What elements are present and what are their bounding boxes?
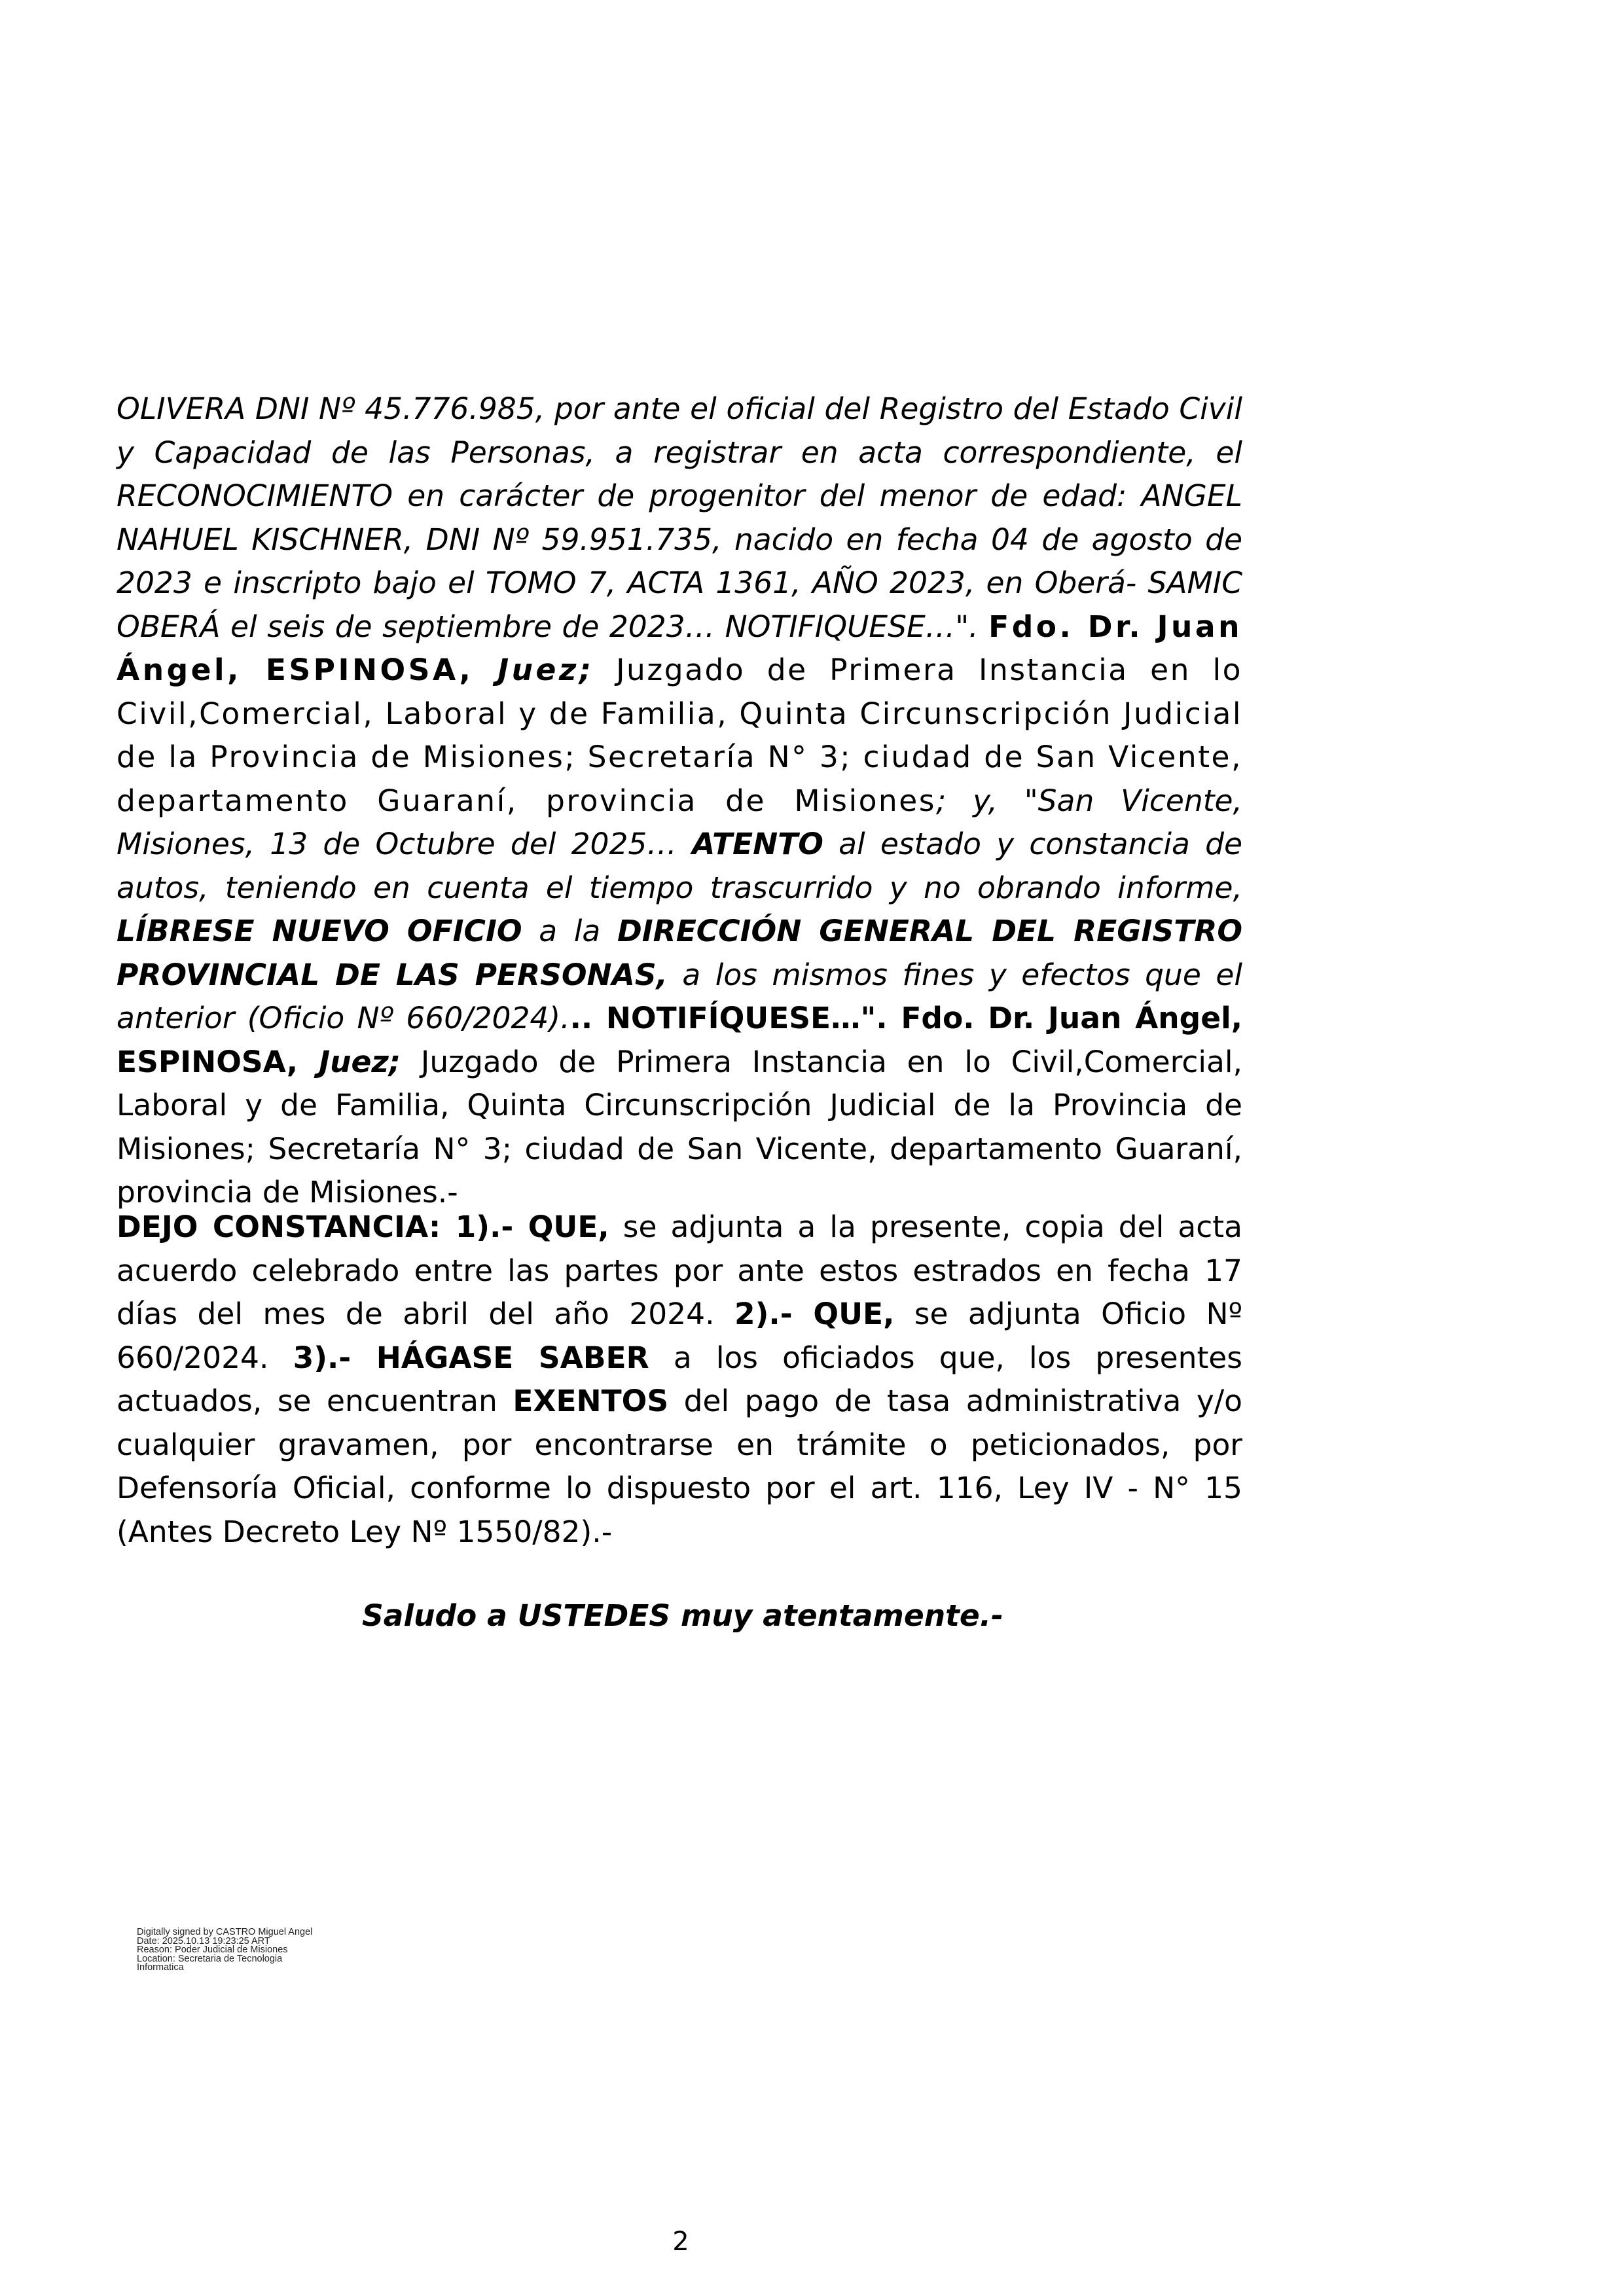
text-run: al estado y constancia de autos, teniendo en cuenta el tiempo trascurrido y no obrando informe,: [117, 827, 1242, 905]
text-run: Juzgado de Primera Instancia en lo Civil,Comercial, Laboral y de Familia, Quinta Circunscripción Judicial de la Provincia de Misiones; Secretaría N° 3; ciudad de San Vicente, departamento Guaraní, provincia de Misiones: [117, 653, 1242, 818]
signature-line: Informatica: [137, 1962, 184, 1973]
body-paragraph-1: [117, 387, 1242, 1215]
text-run: se adjunta a la presente, copia del acta acuerdo celebrado entre las partes por ante estos estrados en fecha 17 días del mes de abril del año 2024.: [117, 1210, 1243, 1331]
text-run: 3).- HÁGASE SABER: [293, 1340, 649, 1375]
digital-signature-stamp: [137, 1928, 312, 1973]
text-run: del pago de tasa administrativa y/o cualquier gravamen, por encontrarse en trámite o peticionados, por Defensoría Oficial, conforme lo dispuesto por el art. 116, Ley IV - N° 15 (Antes Decreto Ley Nº 1550/82).-: [117, 1384, 1242, 1549]
text-run: ; y, "San Vicente, Misiones, 13 de Octubre del 2025…: [117, 783, 1242, 861]
text-run: DEJO CONSTANCIA: 1).- QUE,: [117, 1210, 609, 1244]
signature-line: Location: Secretaria de Tecnologia: [137, 1953, 283, 1964]
signature-line: Date: 2025.10.13 19:23:25 ART: [137, 1935, 270, 1946]
signature-line: Reason: Poder Judicial de Misiones: [137, 1945, 288, 1955]
text-run: DIRECCIÓN GENERAL DEL REGISTRO PROVINCIAL DE LAS PERSONAS,: [117, 914, 1242, 992]
text-run: a la: [522, 914, 617, 948]
text-run: LÍBRESE NUEVO OFICIO: [117, 914, 522, 948]
text-run: .. NOTIFÍQUESE…". Fdo. Dr. Juan Ángel, ESPINOSA,: [117, 1001, 1242, 1079]
text-run: Juez;: [319, 1044, 401, 1079]
text-run: OLIVERA DNI Nº 45.776.985, por ante el oficial del Registro del Estado Civil y Capacidad de las Personas, a registrar en acta correspondiente, el RECONOCIMIENTO en carácter de progenitor del menor de edad: ANGEL NAHUEL KISCHNER, DNI Nº 59.951.735, nacido en fecha 04 de agosto de 2023 e inscripto bajo el TOMO 7, ACTA 1361, AÑO 2023, en Oberá- SAMIC OBERÁ el seis de septiembre de 2023… NOTIFIQUESE…".: [117, 391, 1242, 644]
page-number: 2: [672, 2227, 689, 2257]
text-run: a los mismos fines y efectos que el anterior (Oficio Nº 660/2024).: [117, 957, 1242, 1035]
text-run: EXENTOS: [513, 1384, 669, 1418]
text-run: 2).- QUE,: [734, 1297, 895, 1331]
text-run: a los oficiados que, los presentes actuados, se encuentran: [117, 1340, 1242, 1418]
signature-line: Digitally signed by CASTRO Miguel Angel: [137, 1927, 313, 1937]
text-run: se adjunta Oficio Nº 660/2024.: [117, 1297, 1243, 1375]
text-run: ATENTO: [692, 827, 823, 861]
closing-salutation: Saludo a USTEDES muy atentamente.-: [362, 1598, 1003, 1633]
body-paragraph-2: [117, 1206, 1242, 1554]
text-run: Juzgado de Primera Instancia en lo Civil,Comercial, Laboral y de Familia, Quinta Circunscripción Judicial de la Provincia de Misiones; Secretaría N° 3; ciudad de San Vicente, departamento Guaraní, provincia de Misiones.-: [117, 1044, 1243, 1210]
text-run: Fdo. Dr. Juan Ángel, ESPINOSA,: [117, 609, 1242, 687]
text-run: Juez;: [497, 653, 594, 687]
